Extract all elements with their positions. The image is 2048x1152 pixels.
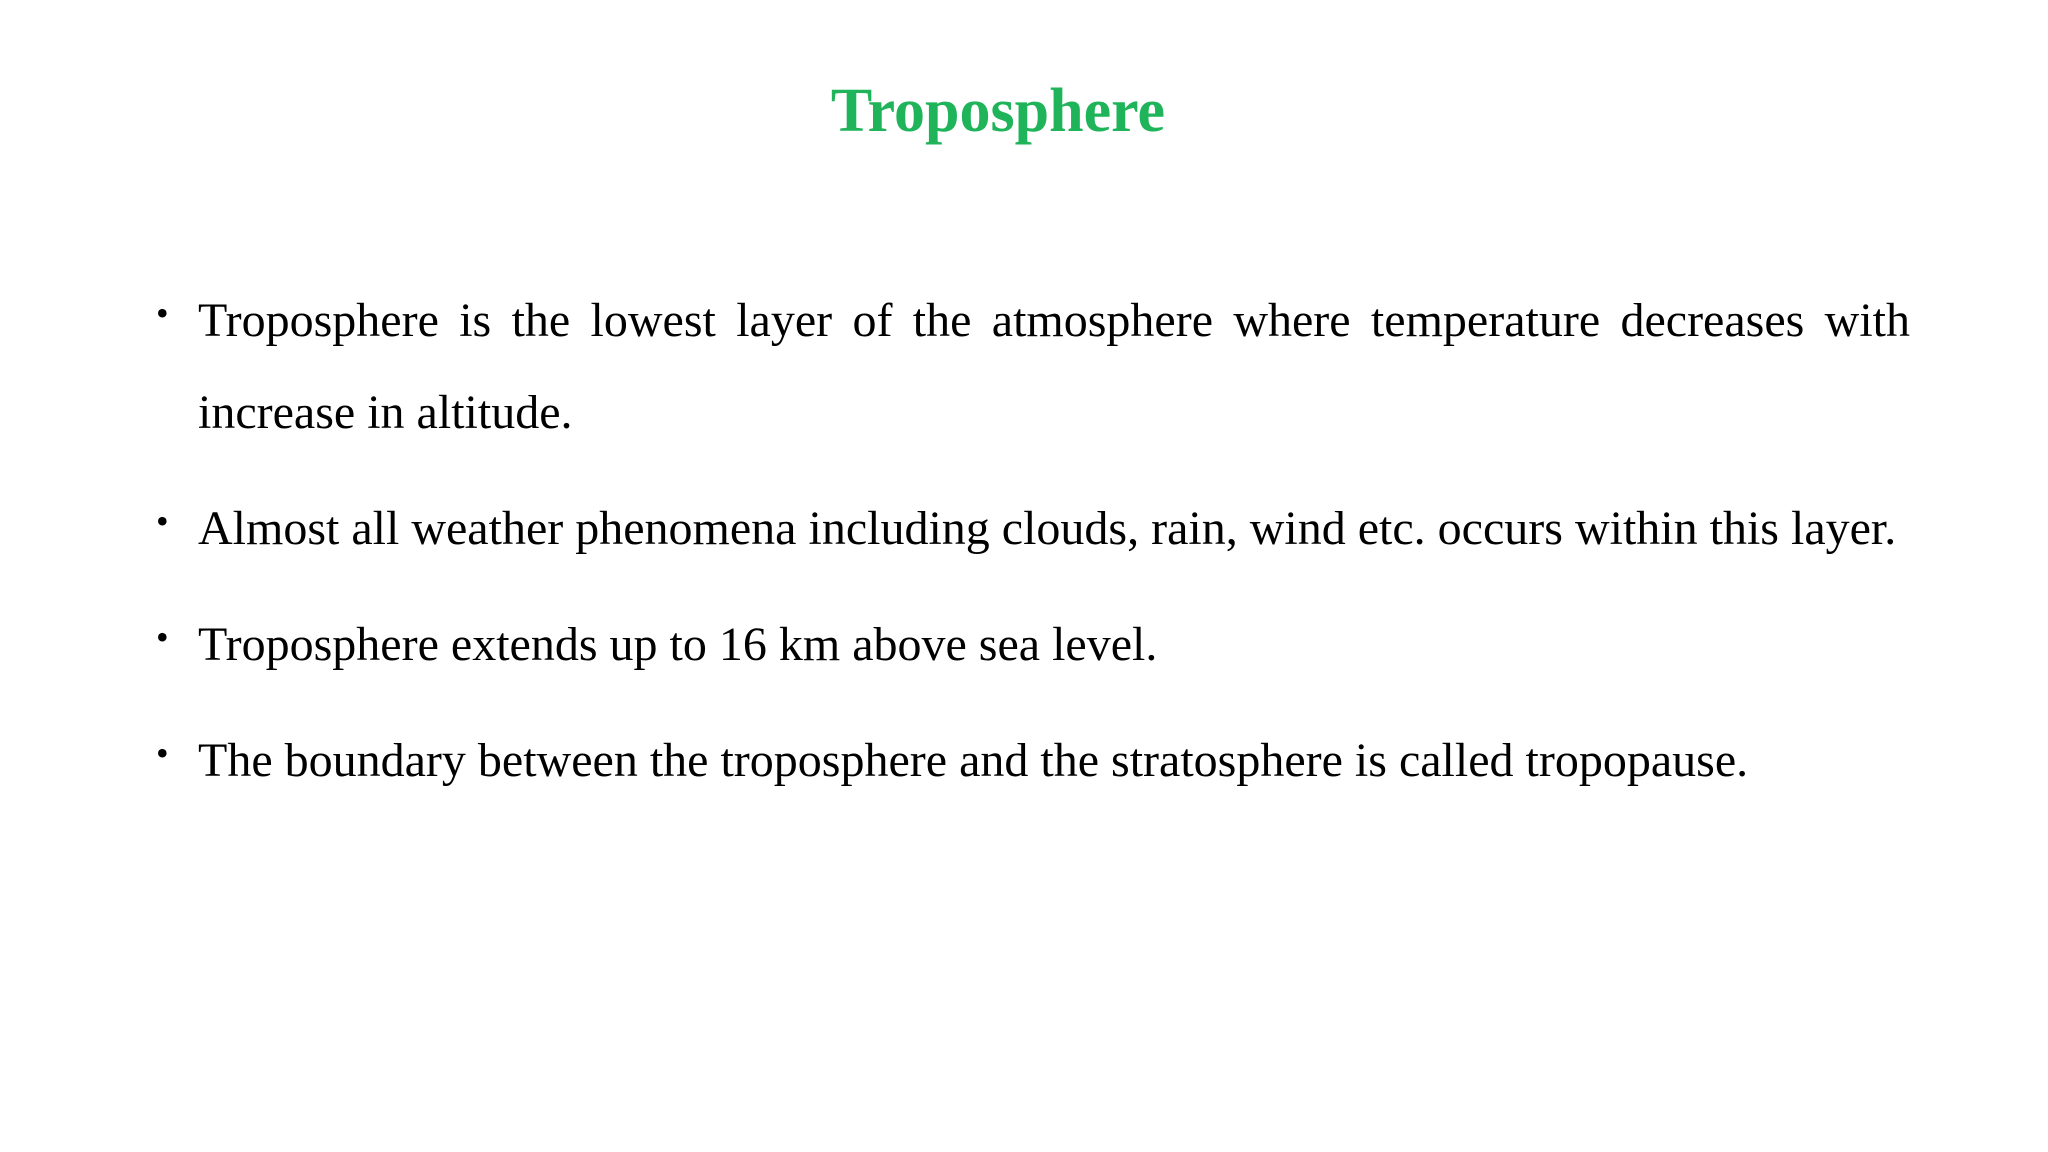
list-item xyxy=(150,483,1910,575)
list-item xyxy=(150,715,1910,807)
bullet-icon: • xyxy=(156,733,169,773)
slide-title: Troposphere xyxy=(830,77,1166,145)
bullet-list xyxy=(150,275,1910,831)
bullet-text: Almost all weather phenomena including clouds, rain, wind etc. occurs within this layer. xyxy=(198,502,1897,555)
bullet-text: The boundary between the troposphere and the stratosphere is called tropopause. xyxy=(198,734,1749,787)
list-item xyxy=(150,275,1910,459)
bullet-text: Troposphere extends up to 16 km above sea level. xyxy=(198,618,1158,671)
list-item xyxy=(150,599,1910,691)
bullet-icon: • xyxy=(156,617,169,657)
bullet-icon: • xyxy=(156,501,169,541)
bullet-text: Troposphere is the lowest layer of the atmosphere where temperature decreases with increase in altitude. xyxy=(198,294,1910,439)
bullet-icon: • xyxy=(156,293,169,333)
